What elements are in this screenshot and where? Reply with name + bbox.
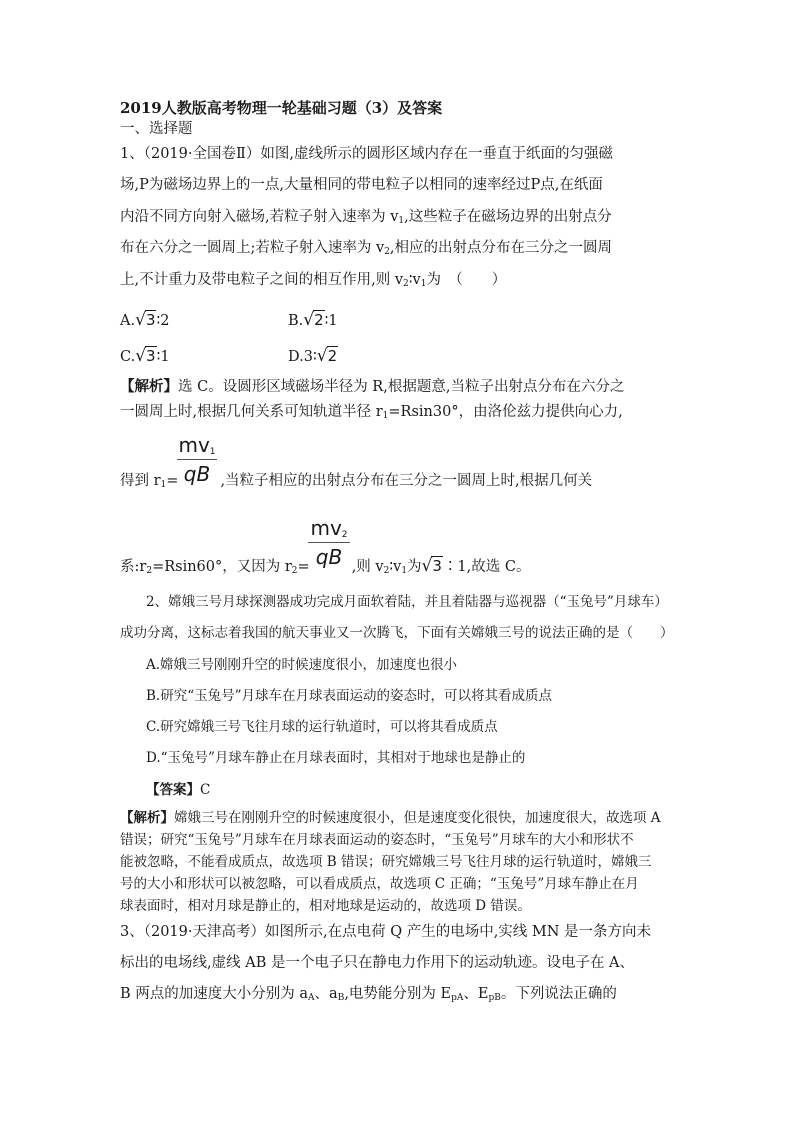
q2-analysis-line-4: 号的大小和形状可以被忽略，可以看成质点，故选项 C 正确；“玉兔号”月球车静止在月	[120, 876, 639, 892]
sqrt-symbol: √3	[135, 346, 156, 366]
q2-answer: 【答案】C	[146, 782, 211, 798]
sqrt-symbol: √2	[303, 310, 324, 330]
fraction-mv1-over-qb: $\frac{mv_1}{qB}$	[178, 433, 216, 486]
q2-analysis-line-3: 能被忽略，不能看成质点，故选项 B 错误；研究嫦娥三号飞往月球的运行轨道时，嫦娥三	[120, 854, 652, 870]
fraction-mv2-over-qb: $\frac{mv_2}{qB}$	[308, 516, 350, 569]
q2-line-1: 2、嫦娥三号月球探测器成功完成月面软着陆，并且着陆器与巡视器（“玉兔号”月球车）	[146, 594, 668, 610]
q2-option-b: B.研究“玉兔号”月球车在月球表面运动的姿态时，可以将其看成质点	[146, 688, 553, 704]
q1-analysis-line-3: 得到 $r_1=$ ,当粒子相应的出射点分布在三分之一圆周上时,根据几何关	[120, 473, 593, 490]
q2-option-a: A.嫦娥三号刚刚升空的时候速度很小，加速度也很小	[146, 657, 458, 673]
section-heading: 一、选择题	[120, 121, 193, 137]
q1-line-4: 布在六分之一圆周上;若粒子射入速率为 $v_2$,相应的出射点分布在三分之一圆周	[120, 240, 613, 257]
sqrt-symbol: √3	[421, 556, 442, 576]
q2-analysis-line-1: 【解析】嫦娥三号在刚刚升空的时候速度很小，但是速度变化很快，加速度很大，故选项 A	[120, 810, 661, 826]
q1-option-b: B.√2∶1	[288, 310, 338, 330]
q1-option-a: A.√3∶2	[120, 310, 170, 330]
q3-line-1: 3、（2019·天津高考）如图所示,在点电荷 Q 产生的电场中,实线 MN 是一条方向未	[120, 924, 652, 940]
answer-tag: 【答案】	[146, 782, 200, 798]
q3-line-3: B 两点的加速度大小分别为 $a_A$、$a_B$,电势能分别为 $E_{pA}$、$E_{pB}$。下列说法正确的	[120, 986, 617, 1003]
q3-line-2: 标出的电场线,虚线 AB 是一个电子只在静电力作用下的运动轨迹。设电子在 A、	[120, 955, 635, 971]
document-title: 2019人教版高考物理一轮基础习题（3）及答案	[120, 99, 443, 117]
q2-option-c: C.研究嫦娥三号飞往月球的运行轨道时，可以将其看成质点	[146, 719, 498, 735]
q1-analysis-line-2: 一圆周上时,根据几何关系可知轨道半径 $r_1=Rsin30^\circ$，由洛伦兹力提供向心力,	[120, 404, 623, 421]
q2-line-2: 成功分离，这标志着我国的航天事业又一次腾飞，下面有关嫦娥三号的说法正确的是（ ）	[120, 625, 674, 641]
q1-option-d: D.3∶√2	[288, 346, 338, 366]
q2-option-d: D.“玉兔号”月球车静止在月球表面时，其相对于地球也是静止的	[146, 750, 526, 766]
q1-line-1: 1、（2019·全国卷Ⅱ）如图,虚线所示的圆形区域内存在一垂直于纸面的匀强磁	[120, 146, 613, 162]
q2-analysis-line-2: 错误；研究“玉兔号”月球车在月球表面运动的姿态时，“玉兔号”月球车的大小和形状不	[120, 832, 634, 848]
q1-line-3: 内沿不同方向射入磁场,若粒子射入速率为 $v_1$,这些粒子在磁场边界的出射点分	[120, 209, 612, 226]
q1-option-c: C.√3∶1	[120, 346, 170, 366]
q1-analysis-line-4: 系$:r_2=Rsin60^\circ$，又因为 $r_2=$ ,则 $v_2∶v_1$为√3∶1,故选 C。	[120, 556, 531, 576]
sqrt-symbol: √2	[316, 346, 338, 366]
q1-line-2: 场,P为磁场边界上的一点,大量相同的带电粒子以相同的速率经过P点,在纸面	[120, 177, 603, 193]
q1-line-5: 上,不计重力及带电粒子之间的相互作用,则 $v_2∶v_1$为 （ ）	[120, 272, 507, 289]
q2-analysis-line-5: 球表面时，相对月球是静止的，相对地球是运动的，故选项 D 错误。	[120, 898, 531, 914]
analysis-tag: 【解析】	[120, 378, 178, 395]
analysis-tag: 【解析】	[120, 810, 174, 826]
q1-analysis-line-1: 【解析】选 C。设圆形区域磁场半径为 R,根据题意,当粒子出射点分布在六分之	[120, 378, 625, 395]
sqrt-symbol: √3	[135, 310, 156, 330]
